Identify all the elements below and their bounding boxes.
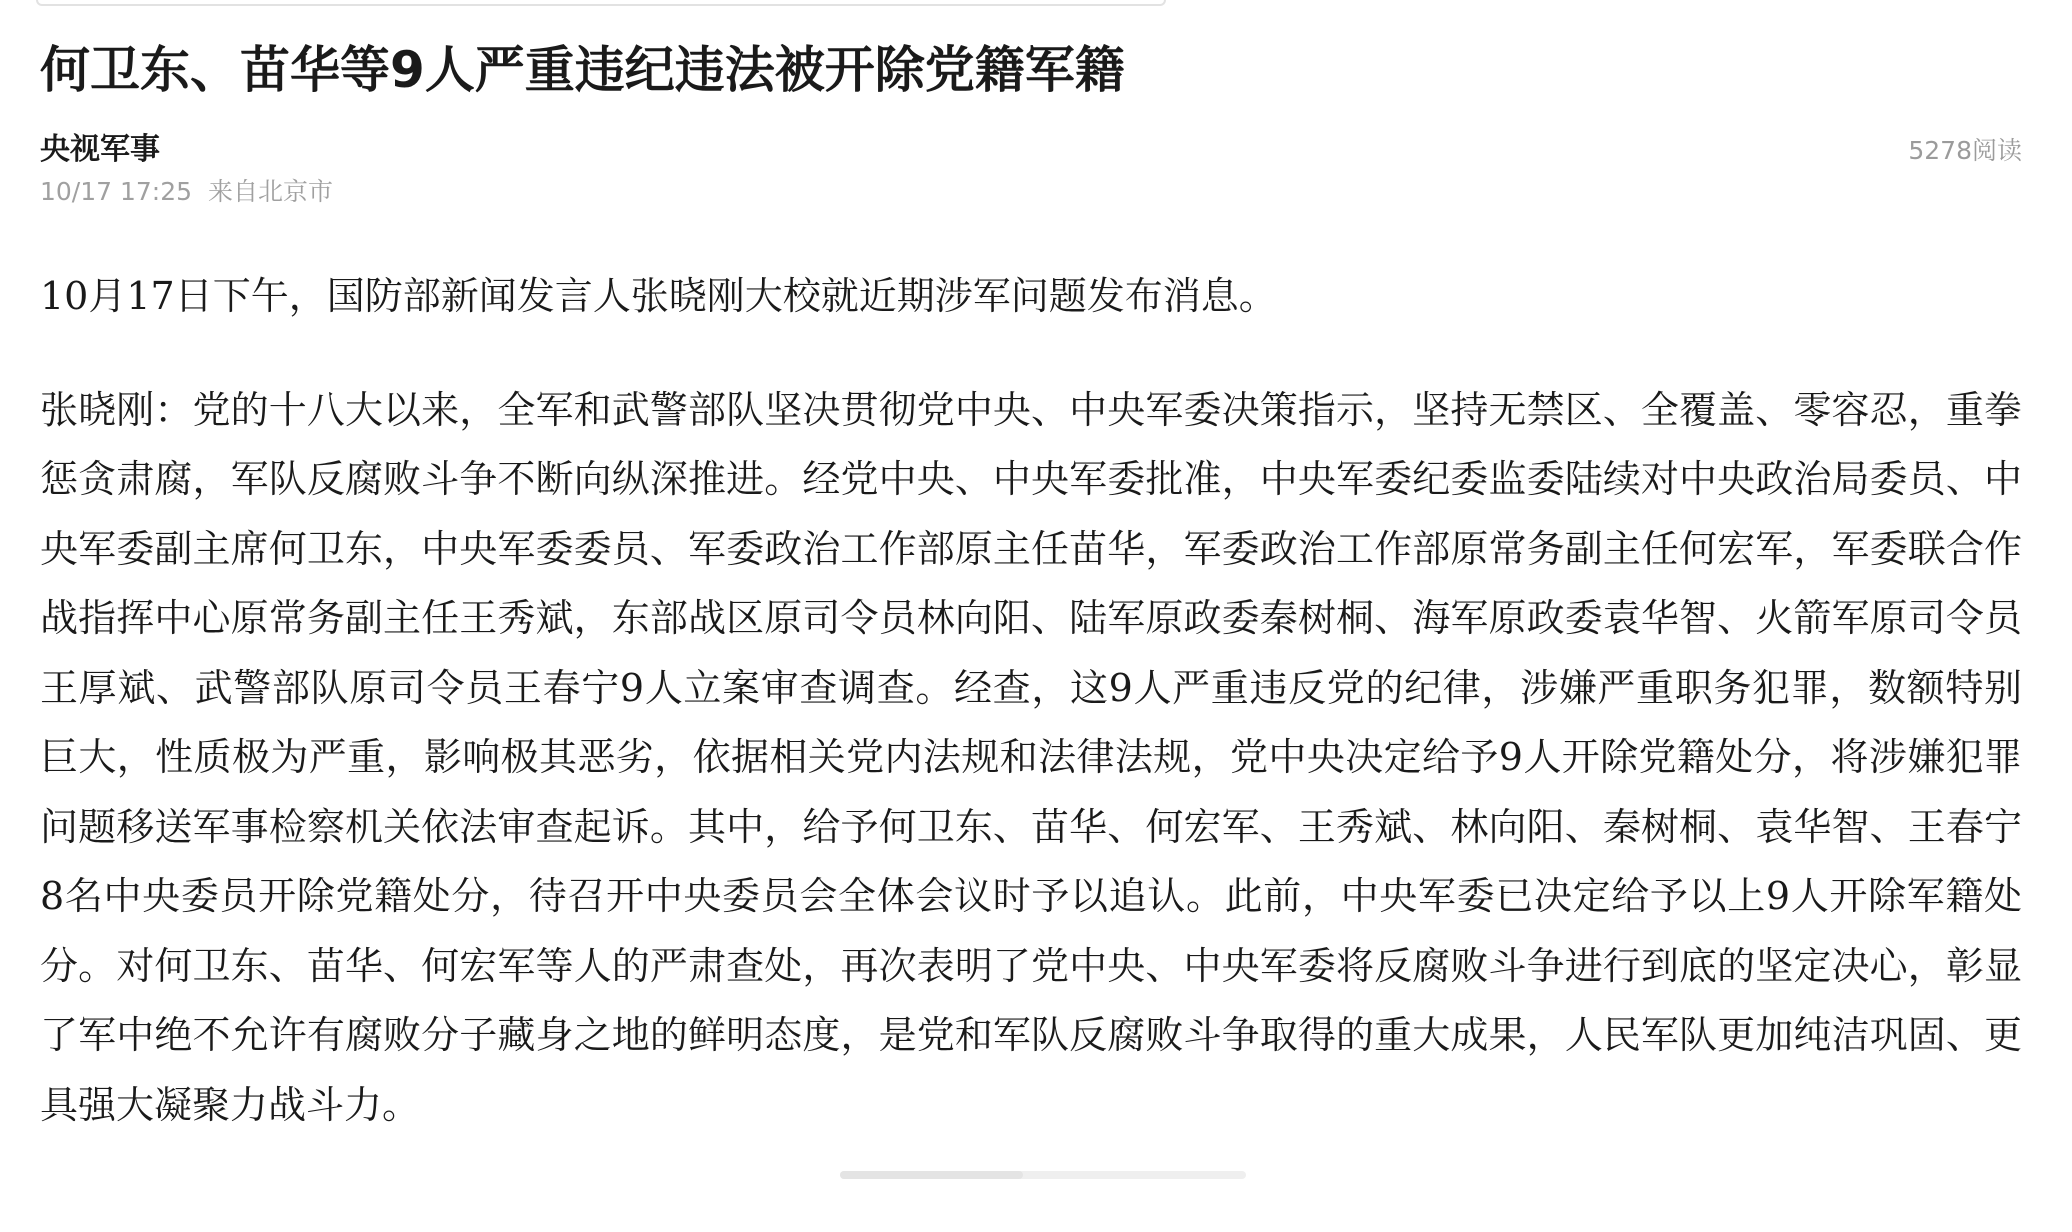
previous-card-edge	[36, 0, 1166, 6]
scroll-indicator-fill	[840, 1171, 1023, 1179]
publish-location: 来自北京市	[208, 177, 334, 206]
publish-time: 10/17 17:25	[40, 177, 193, 206]
article-title: 何卫东、苗华等9人严重违纪违法被开除党籍军籍	[40, 41, 1125, 99]
scroll-indicator	[840, 1171, 1246, 1179]
article-body	[40, 262, 2022, 1140]
read-count: 5278阅读	[1908, 136, 2022, 165]
article-meta	[40, 128, 2022, 210]
author-name[interactable]: 央视军事	[40, 132, 160, 167]
publish-info	[40, 174, 2022, 210]
article-paragraph-main: 张晓刚：党的十八大以来，全军和武警部队坚决贯彻党中央、中央军委决策指示，坚持无禁区、全覆盖、零容忍，重拳惩贪肃腐，军队反腐败斗争不断向纵深推进。经党中央、中央军委批准，中央军委纪委监委陆续对中央政治局委员、中央军委副主席何卫东，中央军委委员、军委政治工作部原主任苗华，军委政治工作部原常务副主任何宏军，军委联合作战指挥中心原常务副主任王秀斌，东部战区原司令员林向阳、陆军原政委秦树桐、海军原政委袁华智、火箭军原司令员王厚斌、武警部队原司令员王春宁9人立案审查调查。经查，这9人严重违反党的纪律，涉嫌严重职务犯罪，数额特别巨大，性质极为严重，影响极其恶劣，依据相关党内法规和法律法规，党中央决定给予9人开除党籍处分，将涉嫌犯罪问题移送军事检察机关依法审查起诉。其中，给予何卫东、苗华、何宏军、王秀斌、林向阳、秦树桐、袁华智、王春宁8名中央委员开除党籍处分，待召开中央委员会全体会议时予以追认。此前，中央军委已决定给予以上9人开除军籍处分。对何卫东、苗华、何宏军等人的严肃查处，再次表明了党中央、中央军委将反腐败斗争进行到底的坚定决心，彰显了军中绝不允许有腐败分子藏身之地的鲜明态度，是党和军队反腐败斗争取得的重大成果，人民军队更加纯洁巩固、更具强大凝聚力战斗力。	[40, 387, 2022, 1127]
article-paragraph-lead: 10月17日下午，国防部新闻发言人张晓刚大校就近期涉军问题发布消息。	[40, 274, 1277, 318]
